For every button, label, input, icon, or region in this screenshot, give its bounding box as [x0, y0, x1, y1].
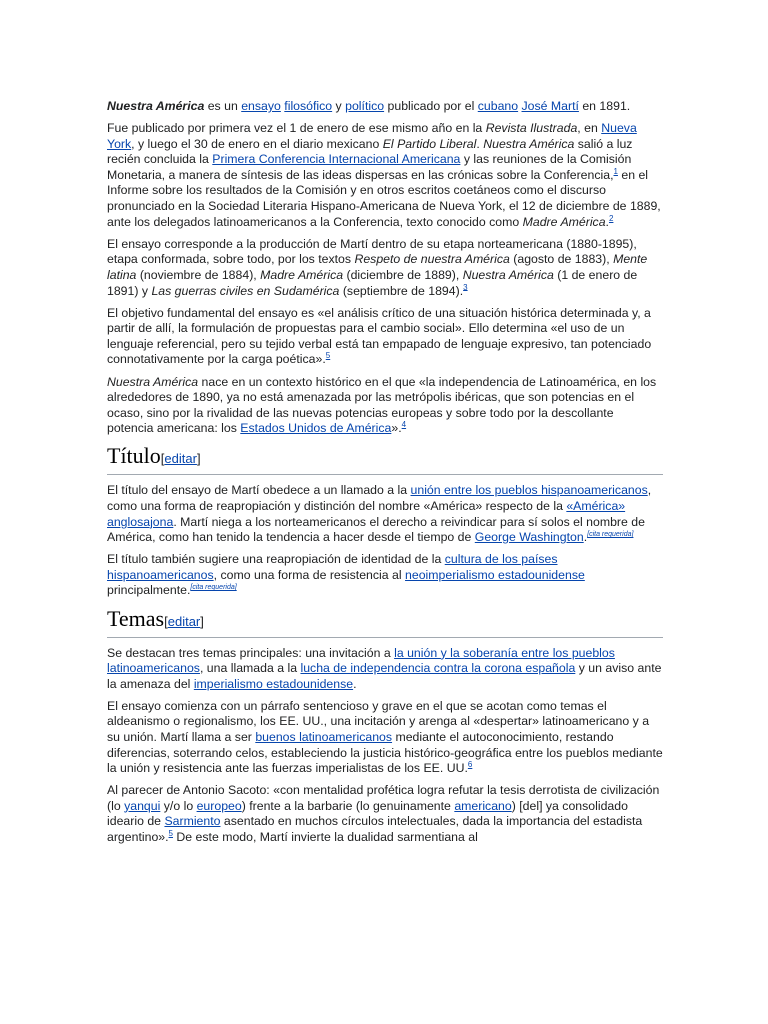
footnote-ref-6[interactable]: 6 — [467, 760, 473, 770]
paragraph-temas-1: Se destacan tres temas principales: una invitación a la unión y la soberanía entre los pueblos latinoamericanos, una llamada a la lucha de independencia contra la corona española y un aviso ante la amenaza del imperialismo estadounidense. — [107, 645, 662, 691]
paragraph-publication: Fue publicado por primera vez el 1 de enero de ese mismo año en la Revista Ilustrada, en Nueva York, y luego el 30 de enero en el diario mexicano El Partido Liberal. Nuestra América salió a luz recién concluida la Primera Conferencia Internacional Americana y las reuniones de la Comisión Monetaria, a manera de síntesis de las ideas dispersas en las crónicas sobre la Conferencia,$^1$ en el Informe sobre los resultados de la Comisión y en otros escritos coetáneos como el discurso pronunciado en la Sociedad Literaria Hispano-Americana de Nueva York, el 12 de diciembre de 1889, ante los delegados latinoamericanos a la Conferencia, texto conocido como Madre América.$^2$ — [107, 121, 661, 229]
paragraph-titulo-1: El título del ensayo de Martí obedece a un llamado a la unión entre los pueblos hispanoamericanos, como una forma de reapropiación y distinción del nombre «América» respecto de la «América» anglosajona. Martí niega a los norteamericanos el derecho a reivindicar para sí solos el nombre de América, como han tenido la tendencia a hacer desde el tiempo de George Washington.[cita requerida] — [107, 483, 652, 545]
link-ensayo[interactable]: ensayo — [241, 99, 281, 113]
link-politico[interactable]: político — [345, 99, 385, 113]
paragraph-context: Nuestra América nace en un contexto histórico en el que «la independencia de Latinoamérica, en los alrededores de 1890, ya no está amenazada por las metrópolis ibéricas, que son potencias en el ocaso, sino por la rivalidad de las nuevas potencias europeas y sobre todo por la descollante potencia americana: los Estados Unidos de América».$^4$ — [107, 374, 657, 436]
link-sarmiento[interactable]: Sarmiento — [164, 814, 221, 829]
article-content — [107, 99, 663, 852]
edit-section-titulo: [editar] — [160, 451, 201, 467]
link-union-pueblos[interactable]: unión entre los pueblos hispanoamericanos — [410, 483, 648, 498]
link-cultura-paises[interactable]: cultura de los países hispanoamericanos — [107, 552, 558, 582]
link-nueva-york[interactable]: Nueva York — [107, 121, 637, 151]
citation-needed-link[interactable]: [cita requerida] — [190, 584, 237, 592]
paragraph-temas-3: Al parecer de Antonio Sacoto: «con mentalidad profética logra refutar la tesis derrotista de civilización (lo yanqui y/o lo europeo) frente a la barbarie (lo genuinamente americano) [del] ya consolidado ideario de Sarmiento asentado en muchos círculos intelectuales, dada la importancia del estadista argentino».$^5$ De este modo, Martí invierte la dualidad sarmentiana al — [107, 783, 660, 845]
link-neoimperialismo[interactable]: neoimperialismo estadounidense — [405, 567, 585, 582]
footnote-ref-3[interactable]: 3 — [463, 282, 468, 292]
link-europeo[interactable]: europeo — [196, 798, 242, 813]
footnote-ref-2[interactable]: 2 — [608, 213, 614, 223]
link-america-anglosajona[interactable]: «América» anglosajona — [107, 498, 626, 529]
link-filosofico[interactable]: filosófico — [284, 99, 333, 113]
link-imperialismo[interactable]: imperialismo estadounidense — [193, 676, 354, 691]
edit-section-temas: [editar] — [164, 613, 204, 629]
link-yanqui[interactable]: yanqui — [124, 798, 161, 813]
footnote-ref-4[interactable]: 4 — [401, 420, 407, 430]
paragraph-temas-2: El ensayo comienza con un párrafo sentencioso y grave en el que se acotan como temas el aldeanismo o regionalismo, los EE. UU., una incitación y arenga al «despertar» latinoamericano y a su unión. Martí llama a ser buenos latinoamericanos mediante el autoconocimiento, restando diferencias, soterrando celos, estableciendo la justicia histórico-geográfica entre los pueblos mediante la unión y resistencia ante las fuerzas imperialistas de los EE. UU.$^6$ — [107, 698, 663, 776]
edit-link-titulo[interactable]: editar — [164, 451, 197, 467]
paragraph-period: El ensayo corresponde a la producción de Martí dentro de su etapa norteamericana (1880-1895), etapa conformada, sobre todo, por los textos Respeto de nuestra América (agosto de 1883), Mente latina (noviembre de 1884), Madre América (diciembre de 1889), Nuestra América (1 de enero de 1891) y Las guerras civiles en Sudamérica (septiembre de 1894).$^3$ — [107, 236, 648, 298]
link-lucha-independencia[interactable]: lucha de independencia contra la corona española — [300, 661, 576, 676]
paragraph-objective: El objetivo fundamental del ensayo es «el análisis crítico de una situación histórica determinada y, a partir de allí, la formulación de propuestas para el cambio social». Ello determina «el uso de un lenguaje referencial, pero su tejido verbal está tan empapado de lenguaje expresivo, tan potenciado connotativamente por la carga poética».$^5$ — [107, 305, 652, 367]
article-subject: Nuestra América — [107, 99, 205, 113]
footnote-ref-5b[interactable]: 5 — [168, 828, 173, 838]
link-jose-marti[interactable]: José Martí — [521, 99, 579, 113]
link-estados-unidos[interactable]: Estados Unidos de América — [240, 421, 392, 436]
footnote-ref-1[interactable]: 1 — [613, 166, 618, 176]
section-heading-titulo: Título[editar] — [107, 443, 663, 475]
link-cubano[interactable]: cubano — [477, 99, 519, 113]
section-heading-temas: Temas[editar] — [107, 606, 663, 638]
link-union-soberania[interactable]: la unión y la soberanía entre los pueblos latinoamericanos — [107, 645, 615, 676]
footnote-ref-5[interactable]: 5 — [325, 351, 331, 361]
edit-link-temas[interactable]: editar — [167, 613, 201, 629]
link-primera-conferencia[interactable]: Primera Conferencia Internacional Americana — [212, 152, 461, 167]
link-americano[interactable]: americano — [454, 798, 512, 813]
link-george-washington[interactable]: George Washington — [474, 530, 584, 545]
paragraph-titulo-2: El título también sugiere una reapropiación de identidad de la cultura de los países hispanoamericanos, como una forma de resistencia al neoimperialismo estadounidense principalmente.[cita requerida] — [107, 552, 585, 598]
paragraph-intro: Nuestra América es un ensayo filosófico y político publicado por el cubano José Martí en 1891. — [107, 99, 631, 113]
link-buenos-latinoamericanos[interactable]: buenos latinoamericanos — [255, 730, 393, 744]
citation-needed-link[interactable]: [cita requerida] — [587, 531, 634, 539]
